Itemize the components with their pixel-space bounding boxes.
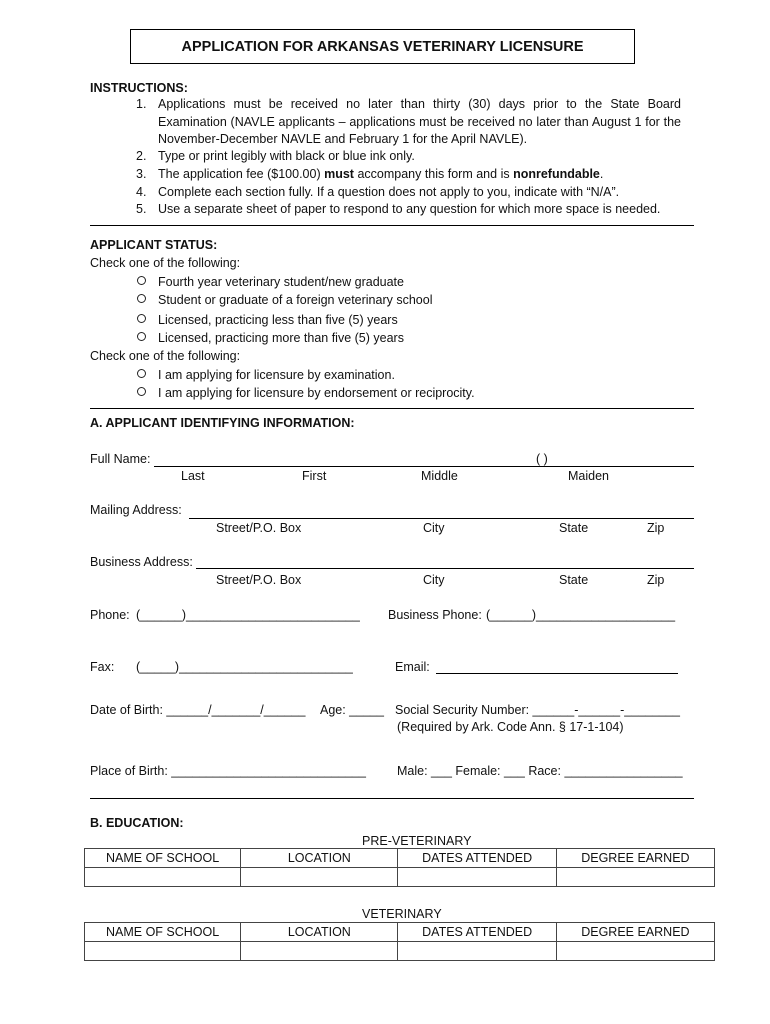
instruction-item-2 [136, 148, 681, 166]
instruction-number: 1. [136, 97, 147, 111]
ssn-note: (Required by Ark. Code Ann. § 17-1-104) [397, 720, 624, 734]
instruction-number: 4. [136, 185, 147, 199]
col-dates-attended: DATES ATTENDED [398, 849, 556, 868]
instruction-item-4 [136, 184, 681, 202]
status-option-label: Licensed, practicing less than five (5) years [158, 313, 398, 327]
cell-input[interactable] [398, 868, 556, 887]
name-part-middle: Middle [421, 469, 458, 483]
status-option-less-five[interactable] [137, 313, 398, 327]
phone-field[interactable]: (______)_________________________ [136, 608, 360, 622]
email-label: Email: [395, 660, 430, 674]
divider [90, 225, 694, 226]
maiden-paren: ( ) [536, 452, 548, 466]
veterinary-label: VETERINARY [362, 907, 442, 921]
radio-icon[interactable] [137, 294, 146, 303]
instruction-text: Complete each section fully. If a question does not apply to you, indicate with “N/A”. [158, 185, 620, 199]
pre-vet-education-table [84, 848, 715, 887]
col-degree-earned: DEGREE EARNED [556, 849, 714, 868]
addr-part-city: City [423, 573, 445, 587]
business-phone-field[interactable]: (______)____________________ [486, 608, 676, 622]
fax-field[interactable]: (_____)_________________________ [136, 660, 353, 674]
cell-input[interactable] [556, 868, 714, 887]
instruction-text: Applications must be received no later than thirty (30) days prior to the State Board Examination (NAVLE applicants – applications must be received no later than August 1 for the November-December NAVLE and February 1 for the April NAVLE). [158, 97, 681, 146]
addr-part-zip: Zip [647, 573, 665, 587]
status-option-label: Fourth year veterinary student/new graduate [158, 275, 404, 289]
radio-icon[interactable] [137, 314, 146, 323]
age-field[interactable]: Age: _____ [320, 703, 384, 717]
ssn-field[interactable]: Social Security Number: ______-______-________ [395, 703, 680, 717]
divider [90, 798, 694, 799]
status-option-more-five[interactable] [137, 331, 404, 345]
radio-icon[interactable] [137, 332, 146, 341]
status-option-label: Licensed, practicing more than five (5) years [158, 331, 404, 345]
instruction-item-5 [136, 201, 681, 219]
divider [90, 408, 694, 409]
pre-veterinary-label: PRE-VETERINARY [362, 834, 472, 848]
cell-input[interactable] [241, 868, 398, 887]
name-part-first: First [302, 469, 327, 483]
status-option-examination[interactable] [137, 368, 395, 382]
instruction-emphasis: must [324, 167, 354, 181]
full-name-field[interactable] [154, 466, 694, 467]
col-degree-earned: DEGREE EARNED [556, 923, 714, 942]
mailing-address-field[interactable] [189, 518, 694, 519]
addr-part-street: Street/P.O. Box [216, 521, 302, 535]
email-field[interactable] [436, 673, 678, 674]
status-option-label: I am applying for licensure by endorsement or reciprocity. [158, 386, 475, 400]
status-option-endorsement[interactable] [137, 386, 475, 400]
section-b-heading: B. EDUCATION: [90, 816, 184, 830]
col-name-of-school: NAME OF SCHOOL [85, 849, 241, 868]
instruction-number: 2. [136, 149, 147, 163]
addr-part-zip: Zip [647, 521, 665, 535]
business-address-field[interactable] [196, 568, 694, 569]
table-header-row [85, 849, 715, 868]
place-of-birth-field[interactable]: Place of Birth: ____________________________ [90, 764, 366, 778]
addr-part-city: City [423, 521, 445, 535]
instruction-text [158, 166, 681, 184]
table-row [85, 868, 715, 887]
status-heading: APPLICANT STATUS: [90, 238, 218, 252]
mailing-address-label: Mailing Address: [90, 503, 182, 517]
form-title: APPLICATION FOR ARKANSAS VETERINARY LICENSURE [130, 29, 635, 64]
name-part-maiden: Maiden [568, 469, 609, 483]
addr-part-street: Street/P.O. Box [216, 573, 302, 587]
section-a-heading: A. APPLICANT IDENTIFYING INFORMATION: [90, 416, 355, 430]
instruction-text-part: accompany this form and is [353, 167, 514, 181]
cell-input[interactable] [241, 942, 398, 961]
instruction-number: 5. [136, 202, 147, 216]
instruction-item-1 [136, 96, 681, 149]
addr-part-state: State [559, 521, 589, 535]
instruction-text: Use a separate sheet of paper to respond to any question for which more space is needed. [158, 202, 661, 216]
instruction-text-part: . [599, 167, 604, 181]
cell-input[interactable] [85, 942, 241, 961]
instruction-item-3 [136, 166, 681, 184]
col-name-of-school: NAME OF SCHOOL [85, 923, 241, 942]
business-phone-label: Business Phone: [388, 608, 482, 622]
table-header-row [85, 923, 715, 942]
gender-race-field[interactable]: Male: ___ Female: ___ Race: _________________ [397, 764, 683, 778]
col-location: LOCATION [241, 923, 398, 942]
status-check-label-2: Check one of the following: [90, 349, 241, 363]
addr-part-state: State [559, 573, 589, 587]
status-option-foreign[interactable] [137, 293, 432, 307]
table-row [85, 942, 715, 961]
cell-input[interactable] [556, 942, 714, 961]
instructions-heading: INSTRUCTIONS: [90, 81, 188, 95]
dob-field[interactable]: Date of Birth: ______/_______/______ [90, 703, 306, 717]
status-check-label: Check one of the following: [90, 256, 241, 270]
phone-label: Phone: [90, 608, 130, 622]
fax-label: Fax: [90, 660, 115, 674]
instruction-emphasis: nonrefundable [513, 167, 600, 181]
name-part-last: Last [181, 469, 205, 483]
radio-icon[interactable] [137, 369, 146, 378]
full-name-label: Full Name: [90, 452, 151, 466]
cell-input[interactable] [85, 868, 241, 887]
status-option-label: Student or graduate of a foreign veterinary school [158, 293, 433, 307]
status-option-fourth-year[interactable] [137, 275, 404, 289]
col-location: LOCATION [241, 849, 398, 868]
status-option-label: I am applying for licensure by examination. [158, 368, 395, 382]
vet-education-table [84, 922, 715, 961]
business-address-label: Business Address: [90, 555, 193, 569]
radio-icon[interactable] [137, 387, 146, 396]
radio-icon[interactable] [137, 276, 146, 285]
instruction-text-part: The application fee ($100.00) [158, 167, 325, 181]
cell-input[interactable] [398, 942, 556, 961]
instruction-number: 3. [136, 167, 147, 181]
col-dates-attended: DATES ATTENDED [398, 923, 556, 942]
instruction-text: Type or print legibly with black or blue ink only. [158, 149, 415, 163]
